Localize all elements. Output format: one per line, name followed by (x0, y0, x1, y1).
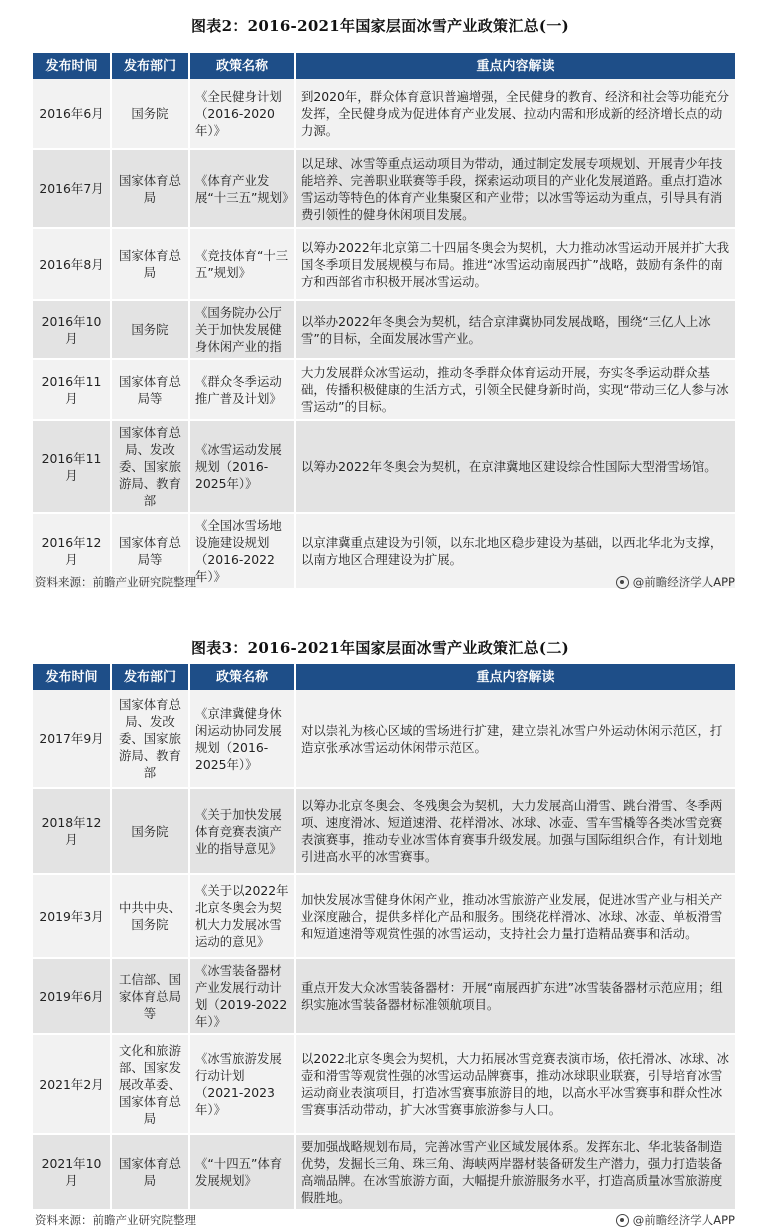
qianzhan-logo-icon (616, 576, 629, 589)
cell-date: 2016年6月 (33, 79, 111, 149)
header-content: 重点内容解读 (295, 664, 735, 690)
brand-label: @前瞻经济学人APP (632, 1213, 735, 1227)
policy-table-1 (33, 53, 735, 590)
cell-content: 以举办2022年冬奥会为契机，结合京津冀协同发展战略，围绕“三亿人上冰雪”的目标，全面发展冰雪产业。 (295, 300, 735, 359)
table-row (33, 1134, 735, 1210)
source-note: 资料来源：前瞻产业研究院整理 (35, 1213, 196, 1227)
table-row (33, 359, 735, 420)
policy-table-2 (33, 664, 735, 1211)
cell-dept: 国务院 (111, 300, 189, 359)
cell-dept: 国家体育总局、发改委、国家旅游局、教育部 (111, 690, 189, 788)
cell-content: 对以崇礼为核心区域的雪场进行扩建，建立崇礼冰雪户外运动休闲示范区，打造京张承冰雪运动休闲带示范区。 (295, 690, 735, 788)
brand-mark (616, 1212, 735, 1228)
header-dept: 发布部门 (111, 53, 189, 79)
cell-date: 2021年2月 (33, 1034, 111, 1134)
table-row (33, 420, 735, 513)
cell-date: 2016年11月 (33, 359, 111, 420)
table-row (33, 690, 735, 788)
cell-content: 以筹办2022年冬奥会为契机，在京津冀地区建设综合性国际大型滑雪场馆。 (295, 420, 735, 513)
cell-date: 2016年11月 (33, 420, 111, 513)
cell-date: 2019年6月 (33, 958, 111, 1034)
source-note: 资料来源：前瞻产业研究院整理 (35, 575, 196, 589)
qianzhan-logo-icon (616, 1214, 629, 1227)
cell-content: 要加强战略规划布局，完善冰雪产业区域发展体系。发挥东北、华北装备制造优势，发掘长三角、珠三角、海峡两岸器材装备研发生产潜力，强力打造装备高端品牌。在冰雪旅游方面，大幅提升旅游服务水平，打造高质量冰雪旅游度假胜地。 (295, 1134, 735, 1210)
cell-policy-name: 《关于以2022年北京冬奥会为契机大力发展冰雪运动的意见》 (189, 874, 295, 958)
table-row (33, 958, 735, 1034)
header-date: 发布时间 (33, 53, 111, 79)
cell-dept: 国家体育总局 (111, 1134, 189, 1210)
cell-policy-name: 《群众冬季运动推广普及计划》 (189, 359, 295, 420)
table-row (33, 874, 735, 958)
cell-content: 以京津冀重点建设为引领，以东北地区稳步建设为基础，以西北华北为支撑，以南方地区合理建设为扩展。 (295, 513, 735, 589)
cell-dept: 国家体育总局、发改委、国家旅游局、教育部 (111, 420, 189, 513)
cell-dept: 工信部、国家体育总局等 (111, 958, 189, 1034)
footer-2 (33, 1211, 735, 1229)
cell-content: 以足球、冰雪等重点运动项目为带动，通过制定发展专项规划、开展青少年技能培养、完善职业联赛等手段，探索运动项目的产业化发展道路。重点打造冰雪运动等特色的体育产业集聚区和产业带；以冰雪等运动为重点，引导具有消费引领性的健身休闲项目发展。 (295, 149, 735, 228)
header-dept: 发布部门 (111, 664, 189, 690)
cell-policy-name: 《京津冀健身休闲运动协同发展规划（2016-2025年）》 (189, 690, 295, 788)
cell-date: 2019年3月 (33, 874, 111, 958)
cell-content: 加快发展冰雪健身休闲产业，推动冰雪旅游产业发展，促进冰雪产业与相关产业深度融合，提供多样化产品和服务。围绕花样滑冰、冰球、冰壶、单板滑雪和短道速滑等观赏性强的冰雪运动，支持社会力量打造精品赛事和活动。 (295, 874, 735, 958)
table-row (33, 300, 735, 359)
cell-date: 2016年7月 (33, 149, 111, 228)
cell-dept: 中共中央、国务院 (111, 874, 189, 958)
brand-label: @前瞻经济学人APP (632, 575, 735, 589)
cell-dept: 国家体育总局等 (111, 513, 189, 589)
cell-dept: 国家体育总局等 (111, 359, 189, 420)
cell-date: 2016年10月 (33, 300, 111, 359)
cell-policy-name: 《国务院办公厅关于加快发展健身休闲产业的指 (189, 300, 295, 359)
table-row (33, 788, 735, 874)
cell-dept: 文化和旅游部、国家发展改革委、国家体育总局 (111, 1034, 189, 1134)
cell-date: 2021年10月 (33, 1134, 111, 1210)
cell-policy-name: 《冰雪旅游发展行动计划（2021-2023年）》 (189, 1034, 295, 1134)
table-row (33, 79, 735, 149)
table-row (33, 228, 735, 300)
cell-content: 重点开发大众冰雪装备器材：开展“南展西扩东进”冰雪装备器材示范应用；组织实施冰雪装备器材标准领航项目。 (295, 958, 735, 1034)
header-content: 重点内容解读 (295, 53, 735, 79)
cell-date: 2017年9月 (33, 690, 111, 788)
cell-date: 2016年8月 (33, 228, 111, 300)
header-date: 发布时间 (33, 664, 111, 690)
cell-policy-name: 《关于加快发展体育竞赛表演产业的指导意见》 (189, 788, 295, 874)
cell-date: 2016年12月 (33, 513, 111, 589)
table1-title: 图表2：2016-2021年国家层面冰雪产业政策汇总(一) (190, 17, 570, 35)
header-name: 政策名称 (189, 53, 295, 79)
table-row (33, 149, 735, 228)
cell-dept: 国务院 (111, 79, 189, 149)
cell-policy-name: 《“十四五”体育发展规划》 (189, 1134, 295, 1210)
table-header-row (33, 664, 735, 690)
table2-title: 图表3：2016-2021年国家层面冰雪产业政策汇总(二) (190, 639, 570, 657)
table-row (33, 1034, 735, 1134)
cell-policy-name: 《体育产业发展“十三五”规划》 (189, 149, 295, 228)
cell-policy-name: 《冰雪运动发展规划（2016-2025年）》 (189, 420, 295, 513)
cell-policy-name: 《全民健身计划（2016-2020年）》 (189, 79, 295, 149)
cell-dept: 国家体育总局 (111, 149, 189, 228)
footer-1 (33, 573, 735, 591)
cell-policy-name: 《竞技体育“十三五”规划》 (189, 228, 295, 300)
header-name: 政策名称 (189, 664, 295, 690)
cell-content: 以2022北京冬奥会为契机，大力拓展冰雪竞赛表演市场，依托滑冰、冰球、冰壶和滑雪等观赏性强的冰雪运动品牌赛事，推动冰球职业联赛，引导培育冰雪运动商业表演项目，打造冰雪赛事旅游目的地，以高水平冰雪赛事和群众性冰雪赛事活动带动，扩大冰雪赛事旅游参与人口。 (295, 1034, 735, 1134)
cell-date: 2018年12月 (33, 788, 111, 874)
brand-mark (616, 574, 735, 590)
table-header-row (33, 53, 735, 79)
cell-dept: 国务院 (111, 788, 189, 874)
cell-content: 大力发展群众冰雪运动，推动冬季群众体育运动开展，夯实冬季运动群众基础，传播积极健康的生活方式，引领全民健身新时尚，实现“带动三亿人参与冰雪运动”的目标。 (295, 359, 735, 420)
cell-policy-name: 《全国冰雪场地设施建设规划（2016-2022年）》 (189, 513, 295, 589)
cell-content: 以筹办北京冬奥会、冬残奥会为契机，大力发展高山滑雪、跳台滑雪、冬季两项、速度滑冰、短道速滑、花样滑冰、冰球、冰壶、雪车雪橇等各类冰雪竞赛表演赛事，推动专业冰雪体育赛事升级发展。加强与国际组织合作，有计划地引进高水平的冰雪赛事。 (295, 788, 735, 874)
cell-content: 以筹办2022年北京第二十四届冬奥会为契机，大力推动冰雪运动开展并扩大我国冬季项目发展规模与布局。推进“冰雪运动南展西扩”战略，鼓励有条件的南方和西部省市积极开展冰雪运动。 (295, 228, 735, 300)
cell-content: 到2020年，群众体育意识普遍增强，全民健身的教育、经济和社会等功能充分发挥，全民健身成为促进体育产业发展、拉动内需和形成新的经济增长点的动力源。 (295, 79, 735, 149)
cell-dept: 国家体育总局 (111, 228, 189, 300)
cell-policy-name: 《冰雪装备器材产业发展行动计划（2019-2022年）》 (189, 958, 295, 1034)
